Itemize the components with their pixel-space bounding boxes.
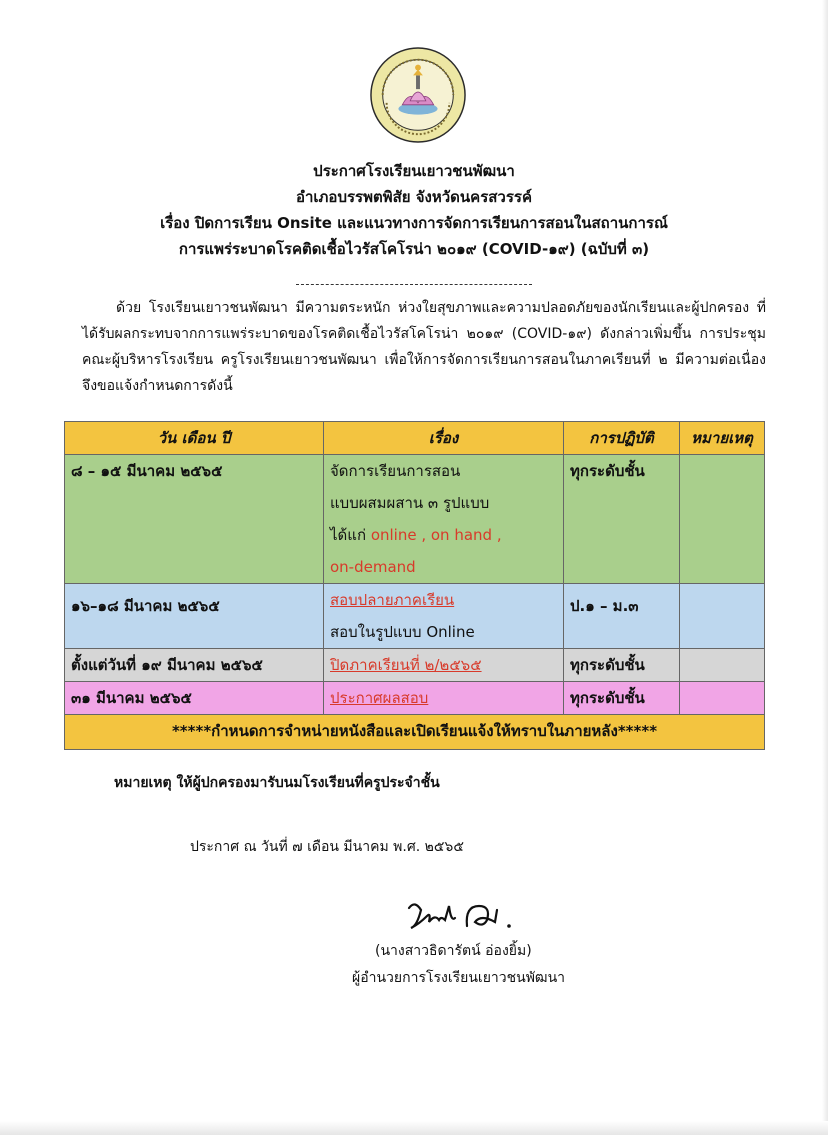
row-date: ตั้งแต่วันที่ ๑๙ มีนาคม ๒๕๖๕ <box>65 649 324 682</box>
row-action: ทุกระดับชั้น <box>564 455 680 584</box>
topic-line <box>330 519 557 551</box>
topic-line: on-demand <box>330 558 416 576</box>
signature-image <box>405 896 525 936</box>
row-date: ๑๖–๑๘ มีนาคม ๒๕๖๕ <box>65 584 324 649</box>
schedule-table <box>64 421 765 750</box>
dashed-divider <box>296 284 532 285</box>
row-action: ทุกระดับชั้น <box>564 682 680 715</box>
header-action: การปฏิบัติ <box>564 422 680 455</box>
table-footer-row <box>65 715 765 750</box>
announcement-date: ประกาศ ณ วันที่ ๗ เดือน มีนาคม พ.ศ. ๒๕๖๕ <box>190 839 464 855</box>
topic-line: สอบปลายภาคเรียน <box>330 591 455 609</box>
table-row <box>65 584 765 649</box>
header-topic: เรื่อง <box>324 422 564 455</box>
table-row <box>65 649 765 682</box>
header-date: วัน เดือน ปี <box>65 422 324 455</box>
row-note <box>680 584 765 649</box>
row-topic <box>324 584 564 649</box>
page-edge-bottom <box>0 1121 828 1135</box>
topic-prefix: ได้แก่ <box>330 526 371 544</box>
row-topic: ปิดภาคเรียนที่ ๒/๒๕๖๕ <box>324 649 564 682</box>
topic-line: สอบในรูปแบบ Online <box>330 623 475 641</box>
header-note: หมายเหตุ <box>680 422 765 455</box>
intro-section <box>82 295 766 399</box>
row-date: ๘ – ๑๕ มีนาคม ๒๕๖๕ <box>65 455 324 584</box>
table-row <box>65 455 765 584</box>
header-district: อำเภอบรรพตพิสัย จังหวัดนครสวรรค์ <box>295 188 532 206</box>
row-note <box>680 455 765 584</box>
header-subject: เรื่อง ปิดการเรียน Onsite และแนวทางการจัดการเรียนการสอนในสถานการณ์ <box>160 214 668 232</box>
row-action: ป.๑ – ม.๓ <box>564 584 680 649</box>
topic-line: แบบผสมผสาน ๓ รูปแบบ <box>330 494 490 512</box>
topic-modes: online , on hand , <box>370 526 502 544</box>
remark-text: หมายเหตุ ให้ผู้ปกครองมารับนมโรงเรียนที่ครูประจำชั้น <box>114 775 440 791</box>
topic-line: จัดการเรียนการสอน <box>330 462 461 480</box>
row-note <box>680 649 765 682</box>
school-seal-logo <box>369 46 467 144</box>
intro-paragraph: ด้วย โรงเรียนเยาวชนพัฒนา มีความตระหนัก ห่วงใยสุขภาพและความปลอดภัยของนักเรียนและผู้ปกครอง ที่ได้รับผลกระทบจากการแพร่ระบาดของโรคติดเชื้อไวรัสโคโรน่า ๒๐๑๙ (COVID-๑๙) ดังกล่าวเพิ่มขึ้น การประชุมคณะผู้บริหารโรงเรียน ครูโรงเรียนเยาวชนพัฒนา เพื่อให้การจัดการเรียนการสอนในภาคเรียนที่ ๒ มีความต่อเนื่อง จึงขอแจ้งกำหนดการดังนี้ <box>82 300 766 394</box>
header-school-title: ประกาศโรงเรียนเยาวชนพัฒนา <box>313 162 515 180</box>
row-note <box>680 682 765 715</box>
header-subject-continued: การแพร่ระบาดโรคติดเชื้อไวรัสโคโรน่า ๒๐๑๙ (COVID-๑๙) (ฉบับที่ ๓) <box>178 240 650 258</box>
row-topic: ประกาศผลสอบ <box>324 682 564 715</box>
row-topic <box>324 455 564 584</box>
signer-name: (นางสาวธิดารัตน์ อ่องยิ้ม) <box>375 943 532 959</box>
announcement-header <box>0 158 828 262</box>
table-header-row <box>65 422 765 455</box>
table-row <box>65 682 765 715</box>
row-action: ทุกระดับชั้น <box>564 649 680 682</box>
signer-title: ผู้อำนวยการโรงเรียนเยาวชนพัฒนา <box>352 970 566 986</box>
row-date: ๓๑ มีนาคม ๒๕๖๕ <box>65 682 324 715</box>
footer-notice: *****กำหนดการจำหน่ายหนังสือและเปิดเรียนแจ้งให้ทราบในภายหลัง***** <box>65 715 765 750</box>
